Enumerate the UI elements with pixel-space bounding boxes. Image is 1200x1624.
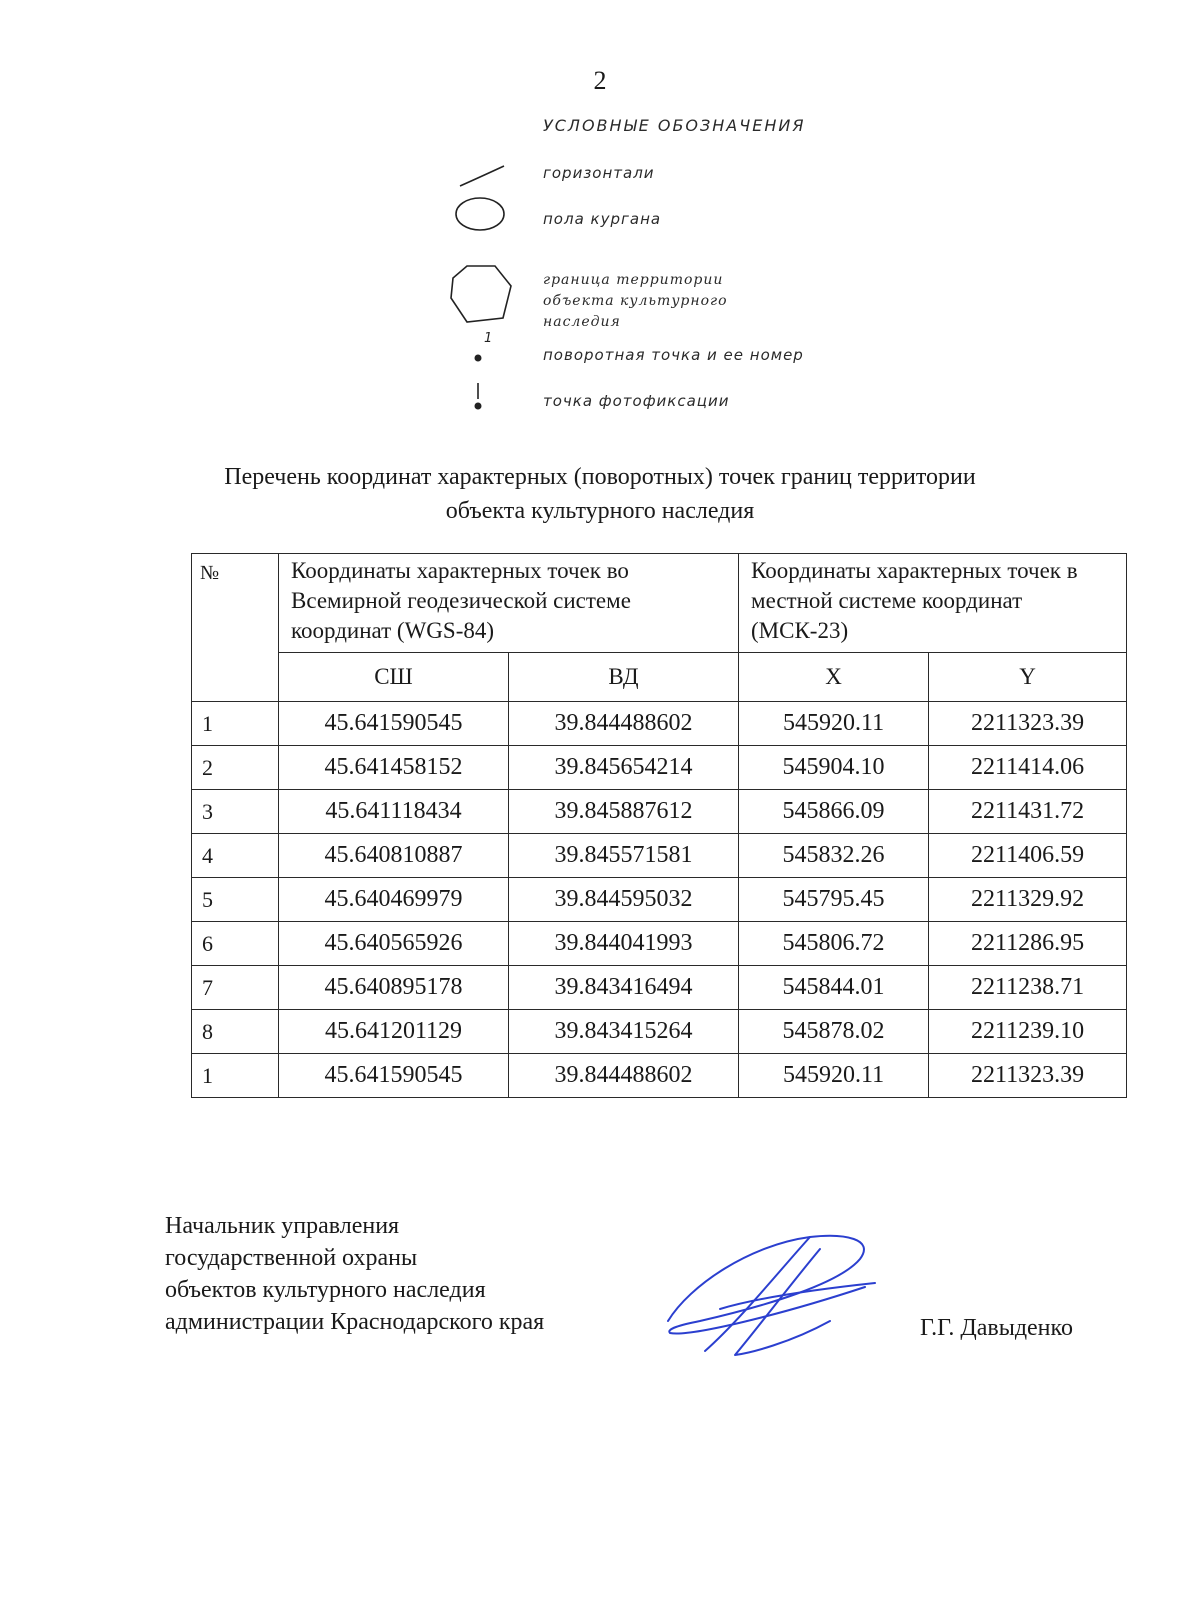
cell-latitude: 45.641458152 [279, 746, 509, 790]
cell-longitude: 39.844488602 [509, 702, 739, 746]
cell-x: 545920.11 [739, 702, 929, 746]
legend-label-hexagon: граница территории объекта культурного наследия [543, 272, 728, 330]
legend-label-ellipse: пола кургана [543, 210, 662, 228]
numbered-point-icon [470, 330, 500, 366]
ellipse-icon [450, 194, 510, 234]
page-number: 2 [593, 66, 607, 95]
table-caption-line-1: Перечень координат характерных (поворотных) точек границ территории [224, 464, 976, 490]
cell-latitude: 45.641590545 [279, 702, 509, 746]
table-subheader-row [192, 653, 1127, 702]
signatory-title-line: объектов культурного наследия [165, 1277, 486, 1303]
header-msk23-group: Координаты характерных точек в местной системе координат (МСК-23) [739, 554, 1127, 653]
cell-longitude: 39.843415264 [509, 1010, 739, 1054]
cell-longitude: 39.845571581 [509, 834, 739, 878]
numbered-point-marker: 1 [484, 331, 493, 346]
cell-y: 2211239.10 [929, 1010, 1127, 1054]
cell-longitude: 39.845654214 [509, 746, 739, 790]
table-row [192, 1054, 1127, 1098]
header-y: Y [929, 653, 1127, 702]
cell-latitude: 45.640565926 [279, 922, 509, 966]
cell-x: 545920.11 [739, 1054, 929, 1098]
cell-y: 2211414.06 [929, 746, 1127, 790]
table-row [192, 702, 1127, 746]
cell-latitude: 45.640810887 [279, 834, 509, 878]
cell-longitude: 39.845887612 [509, 790, 739, 834]
signatory-name: Г.Г. Давыденко [920, 1315, 1073, 1341]
cell-y: 2211431.72 [929, 790, 1127, 834]
cell-number: 6 [192, 922, 279, 966]
table-row [192, 878, 1127, 922]
legend-label-photo-point: точка фотофиксации [543, 392, 730, 410]
cell-x: 545806.72 [739, 922, 929, 966]
header-latitude: СШ [279, 653, 509, 702]
cell-y: 2211323.39 [929, 1054, 1127, 1098]
header-wgs84-group: Координаты характерных точек во Всемирной геодезической системе координат (WGS-84) [279, 554, 739, 653]
cell-y: 2211406.59 [929, 834, 1127, 878]
table-row [192, 922, 1127, 966]
cell-x: 545795.45 [739, 878, 929, 922]
cell-number: 1 [192, 1054, 279, 1098]
table-row [192, 790, 1127, 834]
cell-latitude: 45.640895178 [279, 966, 509, 1010]
table-caption-line-2: объекта культурного наследия [445, 498, 755, 524]
photo-point-icon [470, 380, 490, 414]
cell-number: 4 [192, 834, 279, 878]
cell-longitude: 39.844488602 [509, 1054, 739, 1098]
table-header-row [192, 554, 1127, 653]
cell-y: 2211238.71 [929, 966, 1127, 1010]
signatory-title [165, 1210, 544, 1338]
cell-longitude: 39.844041993 [509, 922, 739, 966]
cell-x: 545904.10 [739, 746, 929, 790]
contour-line-icon [458, 160, 508, 190]
cell-y: 2211329.92 [929, 878, 1127, 922]
cell-number: 1 [192, 702, 279, 746]
table-row [192, 834, 1127, 878]
cell-longitude: 39.843416494 [509, 966, 739, 1010]
cell-y: 2211286.95 [929, 922, 1127, 966]
cell-y: 2211323.39 [929, 702, 1127, 746]
cell-latitude: 45.640469979 [279, 878, 509, 922]
header-number: № [192, 554, 279, 702]
legend-label-numbered-point: поворотная точка и ее номер [543, 346, 804, 364]
signatory-title-line: государственной охраны [165, 1245, 418, 1271]
cell-x: 545832.26 [739, 834, 929, 878]
cell-x: 545866.09 [739, 790, 929, 834]
cell-latitude: 45.641201129 [279, 1010, 509, 1054]
signatory-title-line: администрации Краснодарского края [165, 1309, 545, 1335]
table-row [192, 746, 1127, 790]
cell-number: 5 [192, 878, 279, 922]
cell-number: 7 [192, 966, 279, 1010]
legend-label-contour: горизонтали [543, 164, 655, 182]
signatory-title-line: Начальник управления [165, 1213, 400, 1239]
table-row [192, 966, 1127, 1010]
cell-latitude: 45.641118434 [279, 790, 509, 834]
table-caption [150, 460, 1050, 528]
handwritten-signature [660, 1225, 900, 1365]
header-longitude: ВД [509, 653, 739, 702]
header-x: X [739, 653, 929, 702]
coordinates-table [191, 553, 1127, 1098]
hexagon-icon [445, 262, 515, 332]
cell-longitude: 39.844595032 [509, 878, 739, 922]
cell-x: 545844.01 [739, 966, 929, 1010]
cell-number: 8 [192, 1010, 279, 1054]
cell-number: 2 [192, 746, 279, 790]
cell-latitude: 45.641590545 [279, 1054, 509, 1098]
cell-x: 545878.02 [739, 1010, 929, 1054]
table-row [192, 1010, 1127, 1054]
legend-title: УСЛОВНЫЕ ОБОЗНАЧЕНИЯ [543, 116, 806, 135]
cell-number: 3 [192, 790, 279, 834]
